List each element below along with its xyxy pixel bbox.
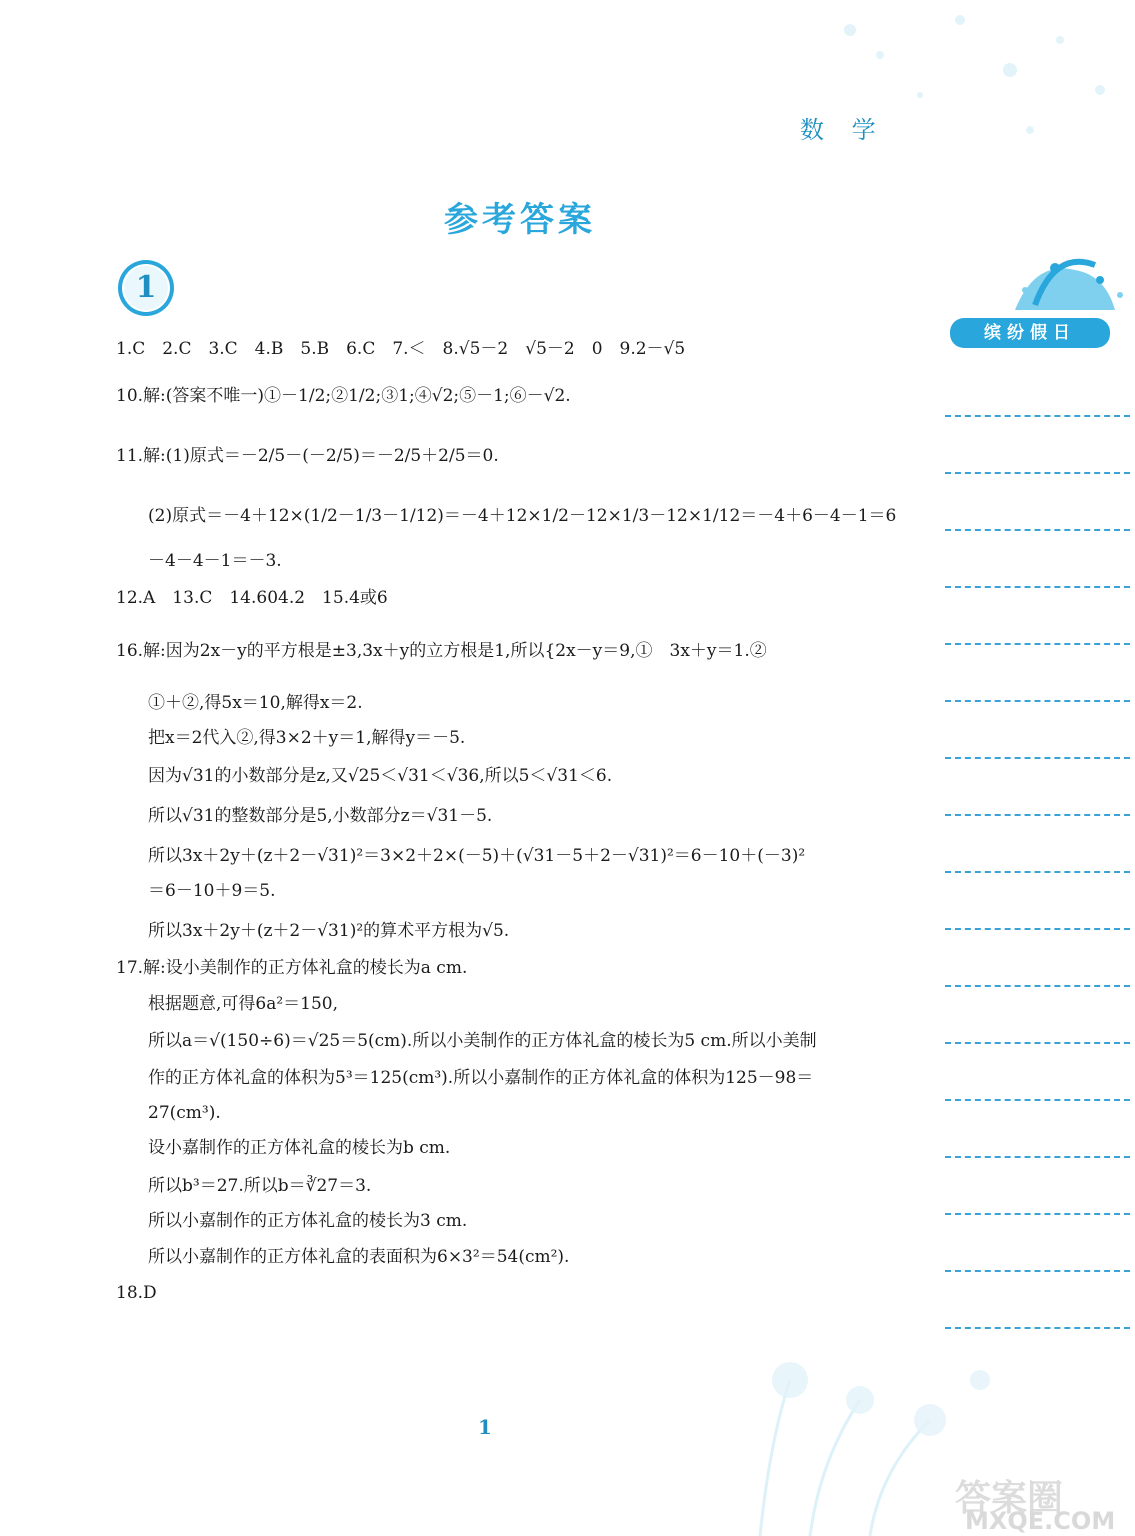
answer-line: 所以小嘉制作的正方体礼盒的表面积为6×3²＝54(cm²).	[148, 1247, 570, 1267]
note-line	[945, 1044, 1130, 1101]
note-line	[945, 759, 1130, 816]
answer-line: 11.解:(1)原式＝－2/5－(－2/5)＝－2/5＋2/5＝0.	[116, 446, 499, 466]
answer-line: 根据题意,可得6a²＝150,	[148, 994, 339, 1014]
watermark: 答案圈	[955, 1478, 1064, 1519]
note-line	[945, 360, 1130, 417]
note-line	[945, 1101, 1130, 1158]
note-line	[945, 873, 1130, 930]
note-line	[945, 417, 1130, 474]
answer-line: 因为√31的小数部分是z,又√25＜√31＜√36,所以5＜√31＜6.	[148, 766, 613, 786]
answer-line: 所以小嘉制作的正方体礼盒的棱长为3 cm.	[148, 1211, 468, 1231]
page-title: 参考答案	[444, 200, 596, 240]
note-line	[945, 1158, 1130, 1215]
note-line	[945, 474, 1130, 531]
note-line	[945, 702, 1130, 759]
answer-line: 16.解:因为2x－y的平方根是±3,3x＋y的立方根是1,所以{2x－y＝9,① 3x＋y＝1.②	[116, 641, 767, 661]
answer-line: 10.解:(答案不唯一)①－1/2;②1/2;③1;④√2;⑤－1;⑥－√2.	[116, 386, 571, 406]
note-line	[945, 1215, 1130, 1272]
answer-line: 所以a＝√(150÷6)＝√25＝5(cm).所以小美制作的正方体礼盒的棱长为5 cm.所以小美制	[148, 1031, 817, 1051]
answer-line: 17.解:设小美制作的正方体礼盒的棱长为a cm.	[116, 958, 468, 978]
subject-label: 数 学	[800, 116, 886, 144]
note-line	[945, 531, 1130, 588]
note-line	[945, 588, 1130, 645]
answer-line: 设小嘉制作的正方体礼盒的棱长为b cm.	[148, 1138, 451, 1158]
answer-line: 所以3x＋2y＋(z＋2－√31)²＝3×2＋2×(－5)＋(√31－5＋2－√31)²＝6－10＋(－3)²	[148, 846, 806, 866]
answer-line: ＝6－10＋9＝5.	[148, 881, 276, 901]
answer-line: 把x＝2代入②,得3×2＋y＝1,解得y＝－5.	[148, 728, 466, 748]
note-line	[945, 645, 1130, 702]
note-line	[945, 930, 1130, 987]
answer-line: 18.D	[116, 1283, 157, 1303]
answer-line: 1.C 2.C 3.C 4.B 5.B 6.C 7.＜ 8.√5－2 √5－2 0 9.2－√5	[116, 339, 686, 359]
answer-line: 作的正方体礼盒的体积为5³＝125(cm³).所以小嘉制作的正方体礼盒的体积为125－98＝	[148, 1068, 814, 1088]
section-number: 1	[135, 270, 157, 305]
answer-line: 27(cm³).	[148, 1103, 221, 1123]
note-line	[945, 1272, 1130, 1329]
note-line	[945, 987, 1130, 1044]
answer-line: (2)原式＝－4＋12×(1/2－1/3－1/12)＝－4＋12×1/2－12×1/3－12×1/12＝－4＋6－4－1＝6	[148, 506, 897, 526]
watermark-url: MXQE.COM	[965, 1507, 1116, 1535]
sidebar-label: 缤纷假日	[984, 323, 1076, 343]
answer-line: 所以√31的整数部分是5,小数部分z＝√31－5.	[148, 806, 493, 826]
answer-line: ①＋②,得5x＝10,解得x＝2.	[148, 693, 363, 713]
note-line	[945, 816, 1130, 873]
answer-line: 所以b³＝27.所以b＝∛27＝3.	[148, 1176, 372, 1196]
note-lines	[945, 360, 1130, 1329]
answer-line: －4－4－1＝－3.	[148, 551, 282, 571]
answer-line: 所以3x＋2y＋(z＋2－√31)²的算术平方根为√5.	[148, 921, 510, 941]
page-number: 1	[478, 1415, 492, 1439]
answer-line: 12.A 13.C 14.604.2 15.4或6	[116, 588, 388, 608]
section-badge	[116, 258, 176, 318]
